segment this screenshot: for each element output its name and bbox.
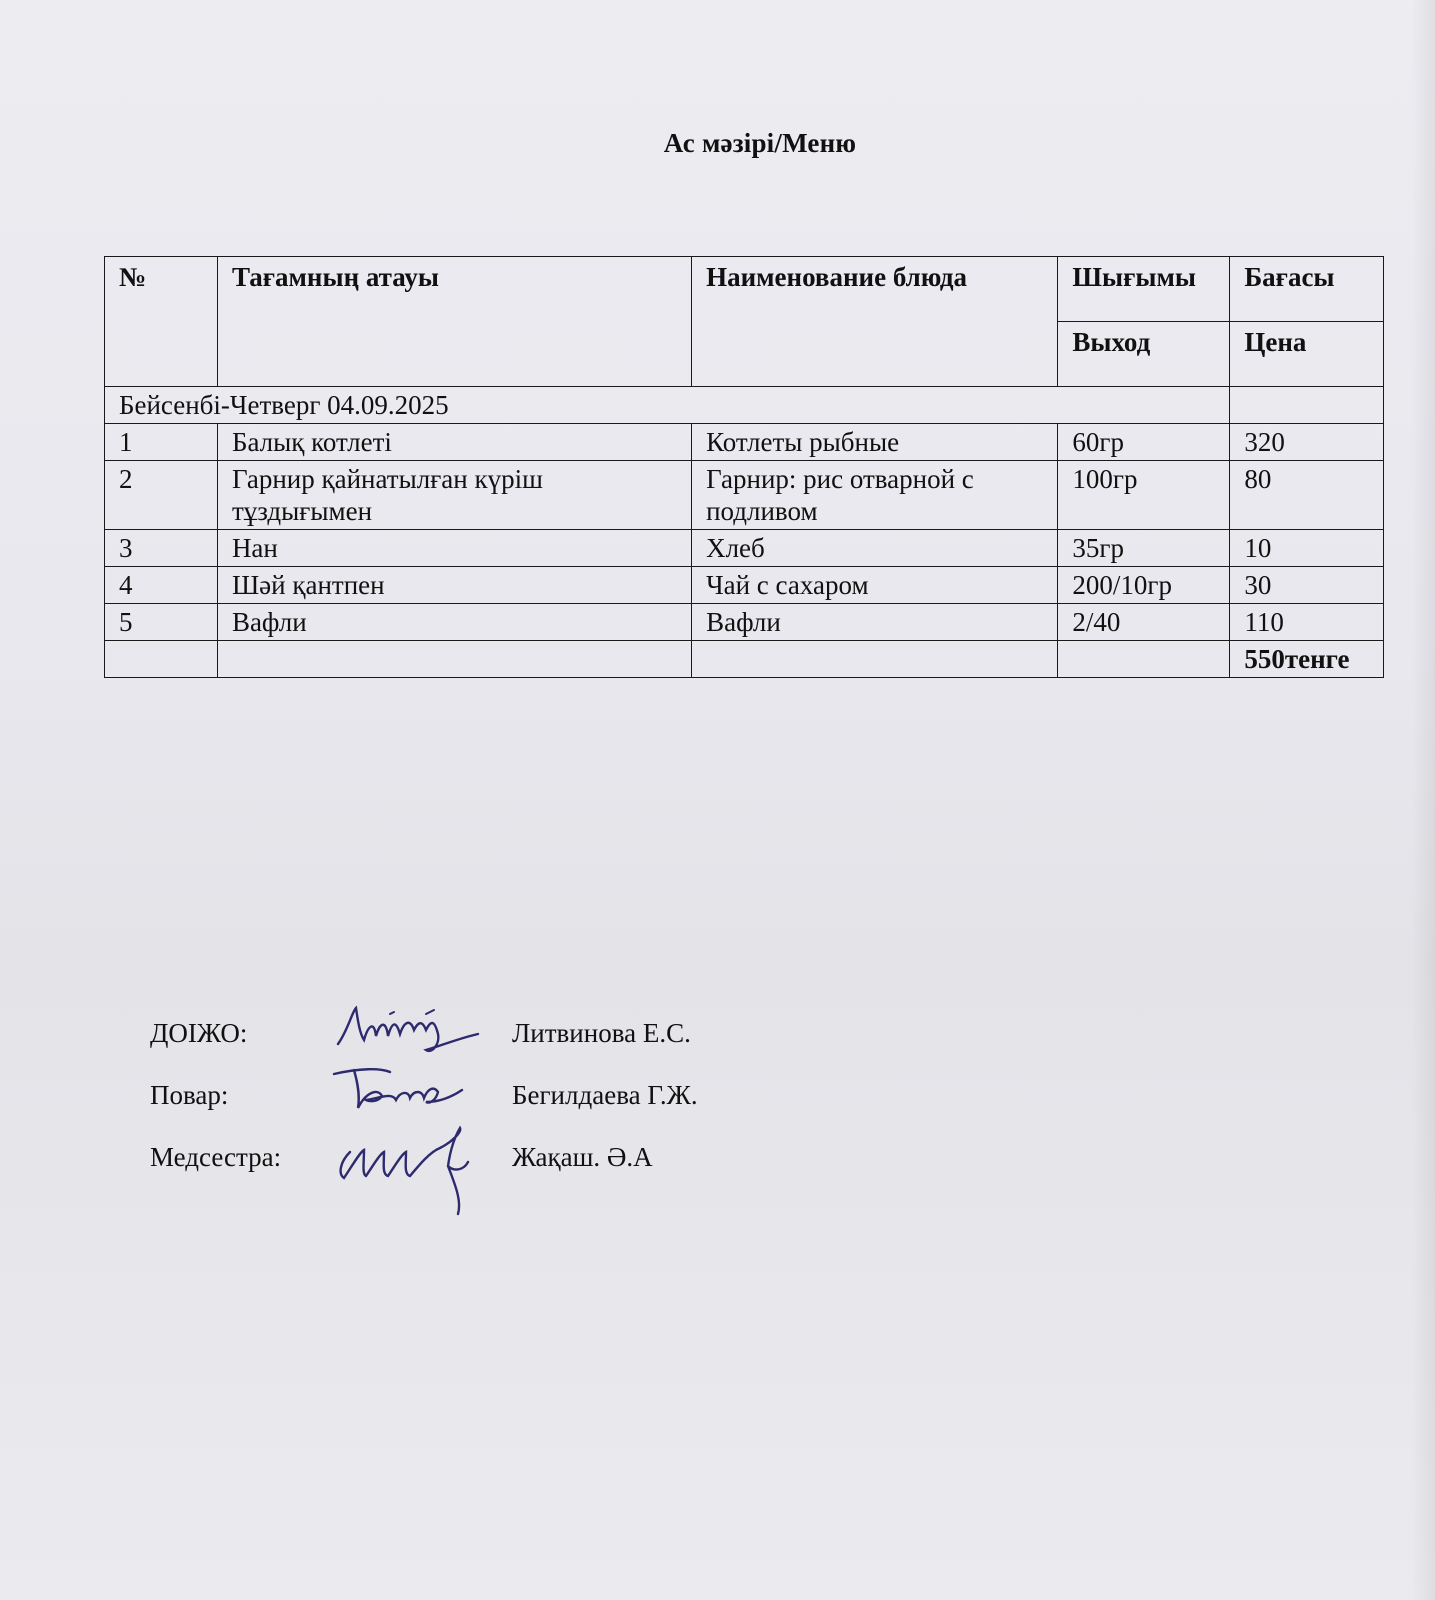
cell-number: 4 bbox=[105, 567, 218, 604]
cell-name-kz: Гарнир қайнатылған күріш тұздығымен bbox=[217, 461, 691, 530]
cell-output: 100гр bbox=[1058, 461, 1230, 530]
table-row bbox=[105, 530, 1384, 567]
table-row bbox=[105, 567, 1384, 604]
total-empty-cell bbox=[105, 641, 218, 678]
cell-number: 5 bbox=[105, 604, 218, 641]
header-number: № bbox=[105, 257, 218, 387]
cell-output: 200/10гр bbox=[1058, 567, 1230, 604]
signature-name: Литвинова Е.С. bbox=[512, 1018, 691, 1048]
cell-price: 80 bbox=[1230, 461, 1384, 530]
document-title: Ас мәзірі/Меню bbox=[663, 128, 857, 158]
cell-output: 2/40 bbox=[1058, 604, 1230, 641]
signature-name: Бегилдаева Г.Ж. bbox=[512, 1080, 698, 1110]
cell-name-kz: Вафли bbox=[217, 604, 691, 641]
cell-price: 320 bbox=[1230, 424, 1384, 461]
cell-name-ru: Гарнир: рис отварной с подливом bbox=[692, 461, 1058, 530]
cell-output: 60гр bbox=[1058, 424, 1230, 461]
header-output-ru: Выход bbox=[1058, 322, 1230, 387]
cell-name-ru: Хлеб bbox=[692, 530, 1058, 567]
total-price: 550тенге bbox=[1230, 641, 1384, 678]
signature-role: Повар: bbox=[150, 1080, 229, 1110]
cell-name-kz: Балық котлеті bbox=[217, 424, 691, 461]
cell-name-ru: Чай с сахаром bbox=[692, 567, 1058, 604]
header-price-ru: Цена bbox=[1230, 322, 1384, 387]
cell-name-ru: Вафли bbox=[692, 604, 1058, 641]
cell-output: 35гр bbox=[1058, 530, 1230, 567]
handwritten-signature-icon bbox=[330, 1062, 480, 1122]
cell-price: 10 bbox=[1230, 530, 1384, 567]
header-row bbox=[105, 257, 1384, 322]
table-row bbox=[105, 461, 1384, 530]
date-cell: Бейсенбі-Четверг 04.09.2025 bbox=[105, 387, 1230, 424]
total-row bbox=[105, 641, 1384, 678]
cell-number: 1 bbox=[105, 424, 218, 461]
handwritten-signature-icon bbox=[330, 1122, 500, 1222]
handwritten-signature-icon bbox=[330, 1000, 490, 1060]
table-row bbox=[105, 604, 1384, 641]
cell-name-ru: Котлеты рыбные bbox=[692, 424, 1058, 461]
header-name-kz: Тағамның атауы bbox=[217, 257, 691, 387]
cell-price: 30 bbox=[1230, 567, 1384, 604]
signature-role: ДОІЖО: bbox=[150, 1018, 248, 1048]
header-name-ru: Наименование блюда bbox=[692, 257, 1058, 387]
menu-table bbox=[104, 256, 1384, 678]
header-output-kz: Шығымы bbox=[1058, 257, 1230, 322]
total-empty-cell bbox=[217, 641, 691, 678]
date-empty-cell bbox=[1230, 387, 1384, 424]
cell-name-kz: Шәй қантпен bbox=[217, 567, 691, 604]
header-price-kz: Бағасы bbox=[1230, 257, 1384, 322]
table-row bbox=[105, 424, 1384, 461]
cell-number: 3 bbox=[105, 530, 218, 567]
total-empty-cell bbox=[1058, 641, 1230, 678]
cell-number: 2 bbox=[105, 461, 218, 530]
cell-name-kz: Нан bbox=[217, 530, 691, 567]
total-empty-cell bbox=[692, 641, 1058, 678]
signature-role: Медсестра: bbox=[150, 1142, 282, 1172]
signature-name: Жақаш. Ә.А bbox=[512, 1142, 653, 1172]
date-row bbox=[105, 387, 1384, 424]
cell-price: 110 bbox=[1230, 604, 1384, 641]
